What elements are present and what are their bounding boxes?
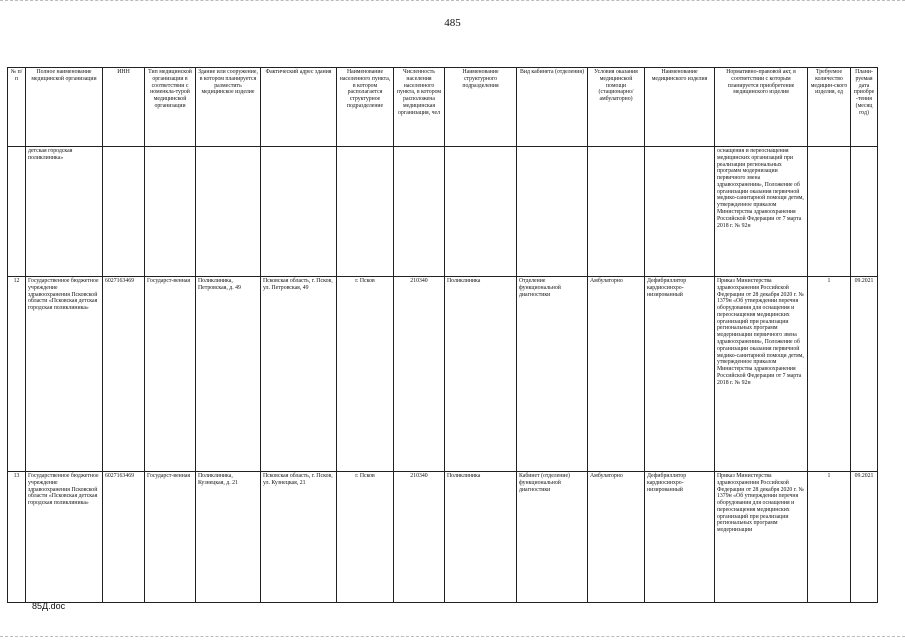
cell-type: Государст-венная (145, 277, 196, 472)
header-act: Нормативно-правовой акт, в соответствии с которым планируется приобретение медицинского изделия (715, 68, 808, 147)
cell-conditions: Амбулаторно (588, 472, 645, 603)
cell-population (394, 147, 445, 277)
header-cabinet: Вид кабинета (отделения) (517, 68, 588, 147)
header-conditions: Условия оказания медицинской помощи (стационарно/ амбулаторно) (588, 68, 645, 147)
cell-qty: 1 (808, 472, 851, 603)
cell-num: 12 (8, 277, 26, 472)
header-inn: ИНН (103, 68, 145, 147)
header-type: Тип медицинской организации в соответствии с номенкла-турой медицинской организации (145, 68, 196, 147)
header-population: Численность населения населенного пункта, в котором расположена медицинская организация, чел (394, 68, 445, 147)
cell-qty: 1 (808, 277, 851, 472)
cell-population: 210340 (394, 277, 445, 472)
cell-population: 210340 (394, 472, 445, 603)
cell-device (645, 147, 715, 277)
cell-date: 09.2021 (851, 277, 878, 472)
table-header-row (8, 68, 878, 147)
cell-act: Приказ Министерства здравоохранения Российской Федерации от 28 декабря 2020 г. № 1379н «Об утверждении перечня оборудования для оснащения и переоснащения медицинских организаций при реализации региональных программ модернизации первичного звена здравоохранения», Положение об организации оказания первичной медико-санитарной помощи детям, утвержденное приказом Министерства здравоохранения Российской Федерации от 7 марта 2018 г. № 92н (715, 277, 808, 472)
scan-edge-top (0, 0, 905, 3)
cell-address: Псковская область, г. Псков, ул. Кузнецкая, 21 (261, 472, 337, 603)
cell-org: детская городская поликлиника» (26, 147, 103, 277)
medical-equipment-table (7, 67, 878, 603)
cell-unit (445, 147, 517, 277)
cell-cabinet: Отделение функциональной диагностики (517, 277, 588, 472)
cell-locality: г. Псков (337, 472, 394, 603)
header-locality: Наименование населенного пункта, в котором располагается структурное подразделение (337, 68, 394, 147)
cell-unit: Поликлиника (445, 277, 517, 472)
cell-cabinet: Кабинет (отделение) функциональной диагностики (517, 472, 588, 603)
cell-locality: г. Псков (337, 277, 394, 472)
cell-device: Дефибриллятор кардиосинхро-низированный (645, 472, 715, 603)
cell-inn: 6027163469 (103, 277, 145, 472)
header-device: Наименование медицинского изделия (645, 68, 715, 147)
header-address: Фактический адрес здания (261, 68, 337, 147)
header-org: Полное наименование медицинской организации (26, 68, 103, 147)
header-building: Здание или сооружение, в котором планируется разместить медицинское изделие (196, 68, 261, 147)
cell-num: 13 (8, 472, 26, 603)
cell-date: 09.2021 (851, 472, 878, 603)
table-row (8, 147, 878, 277)
cell-building: Поликлиника, Петровская, д. 49 (196, 277, 261, 472)
cell-qty (808, 147, 851, 277)
cell-address: Псковская область, г. Псков, ул. Петровская, 49 (261, 277, 337, 472)
cell-conditions (588, 147, 645, 277)
scan-edge-bottom (0, 636, 905, 639)
cell-unit: Поликлиника (445, 472, 517, 603)
table-row (8, 472, 878, 603)
table-row (8, 277, 878, 472)
cell-device: Дефибриллятор кардиосинхро-низированный (645, 277, 715, 472)
header-date: Плани-руемая дата приобре-тения (месяц год) (851, 68, 878, 147)
page-number: 485 (444, 17, 461, 29)
cell-conditions: Амбулаторно (588, 277, 645, 472)
cell-org: Государственное бюджетное учреждение здравоохранения Псковской области «Псковская детская городская поликлиника» (26, 277, 103, 472)
cell-cabinet (517, 147, 588, 277)
document-filename: 85Д.doc (32, 601, 66, 611)
header-qty: Требуемое количество медицин-ского изделия, ед (808, 68, 851, 147)
cell-type: Государст-венная (145, 472, 196, 603)
cell-type (145, 147, 196, 277)
cell-building (196, 147, 261, 277)
cell-address (261, 147, 337, 277)
header-unit: Наименование структурного подразделения (445, 68, 517, 147)
cell-building: Поликлиника, Кузнецкая, д. 21 (196, 472, 261, 603)
cell-inn (103, 147, 145, 277)
cell-org: Государственное бюджетное учреждение здравоохранения Псковской области «Псковская детская городская поликлиника» (26, 472, 103, 603)
cell-act: Приказ Министерства здравоохранения Российской Федерации от 28 декабря 2020 г. № 1379н «Об утверждении перечня оборудования для оснащения и переоснащения медицинских организаций при реализации региональных программ модернизации (715, 472, 808, 603)
header-num: № п/п (8, 68, 26, 147)
cell-date (851, 147, 878, 277)
cell-act: оснащения и переоснащения медицинских организаций при реализации региональных программ модернизации первичного звена здравоохранения», Положение об организации оказания первичной медико-санитарной помощи детям, утвержденное приказом Министерства здравоохранения Российской Федерации от 7 марта 2018 г. № 92н (715, 147, 808, 277)
cell-inn: 6027163469 (103, 472, 145, 603)
cell-locality (337, 147, 394, 277)
cell-num (8, 147, 26, 277)
